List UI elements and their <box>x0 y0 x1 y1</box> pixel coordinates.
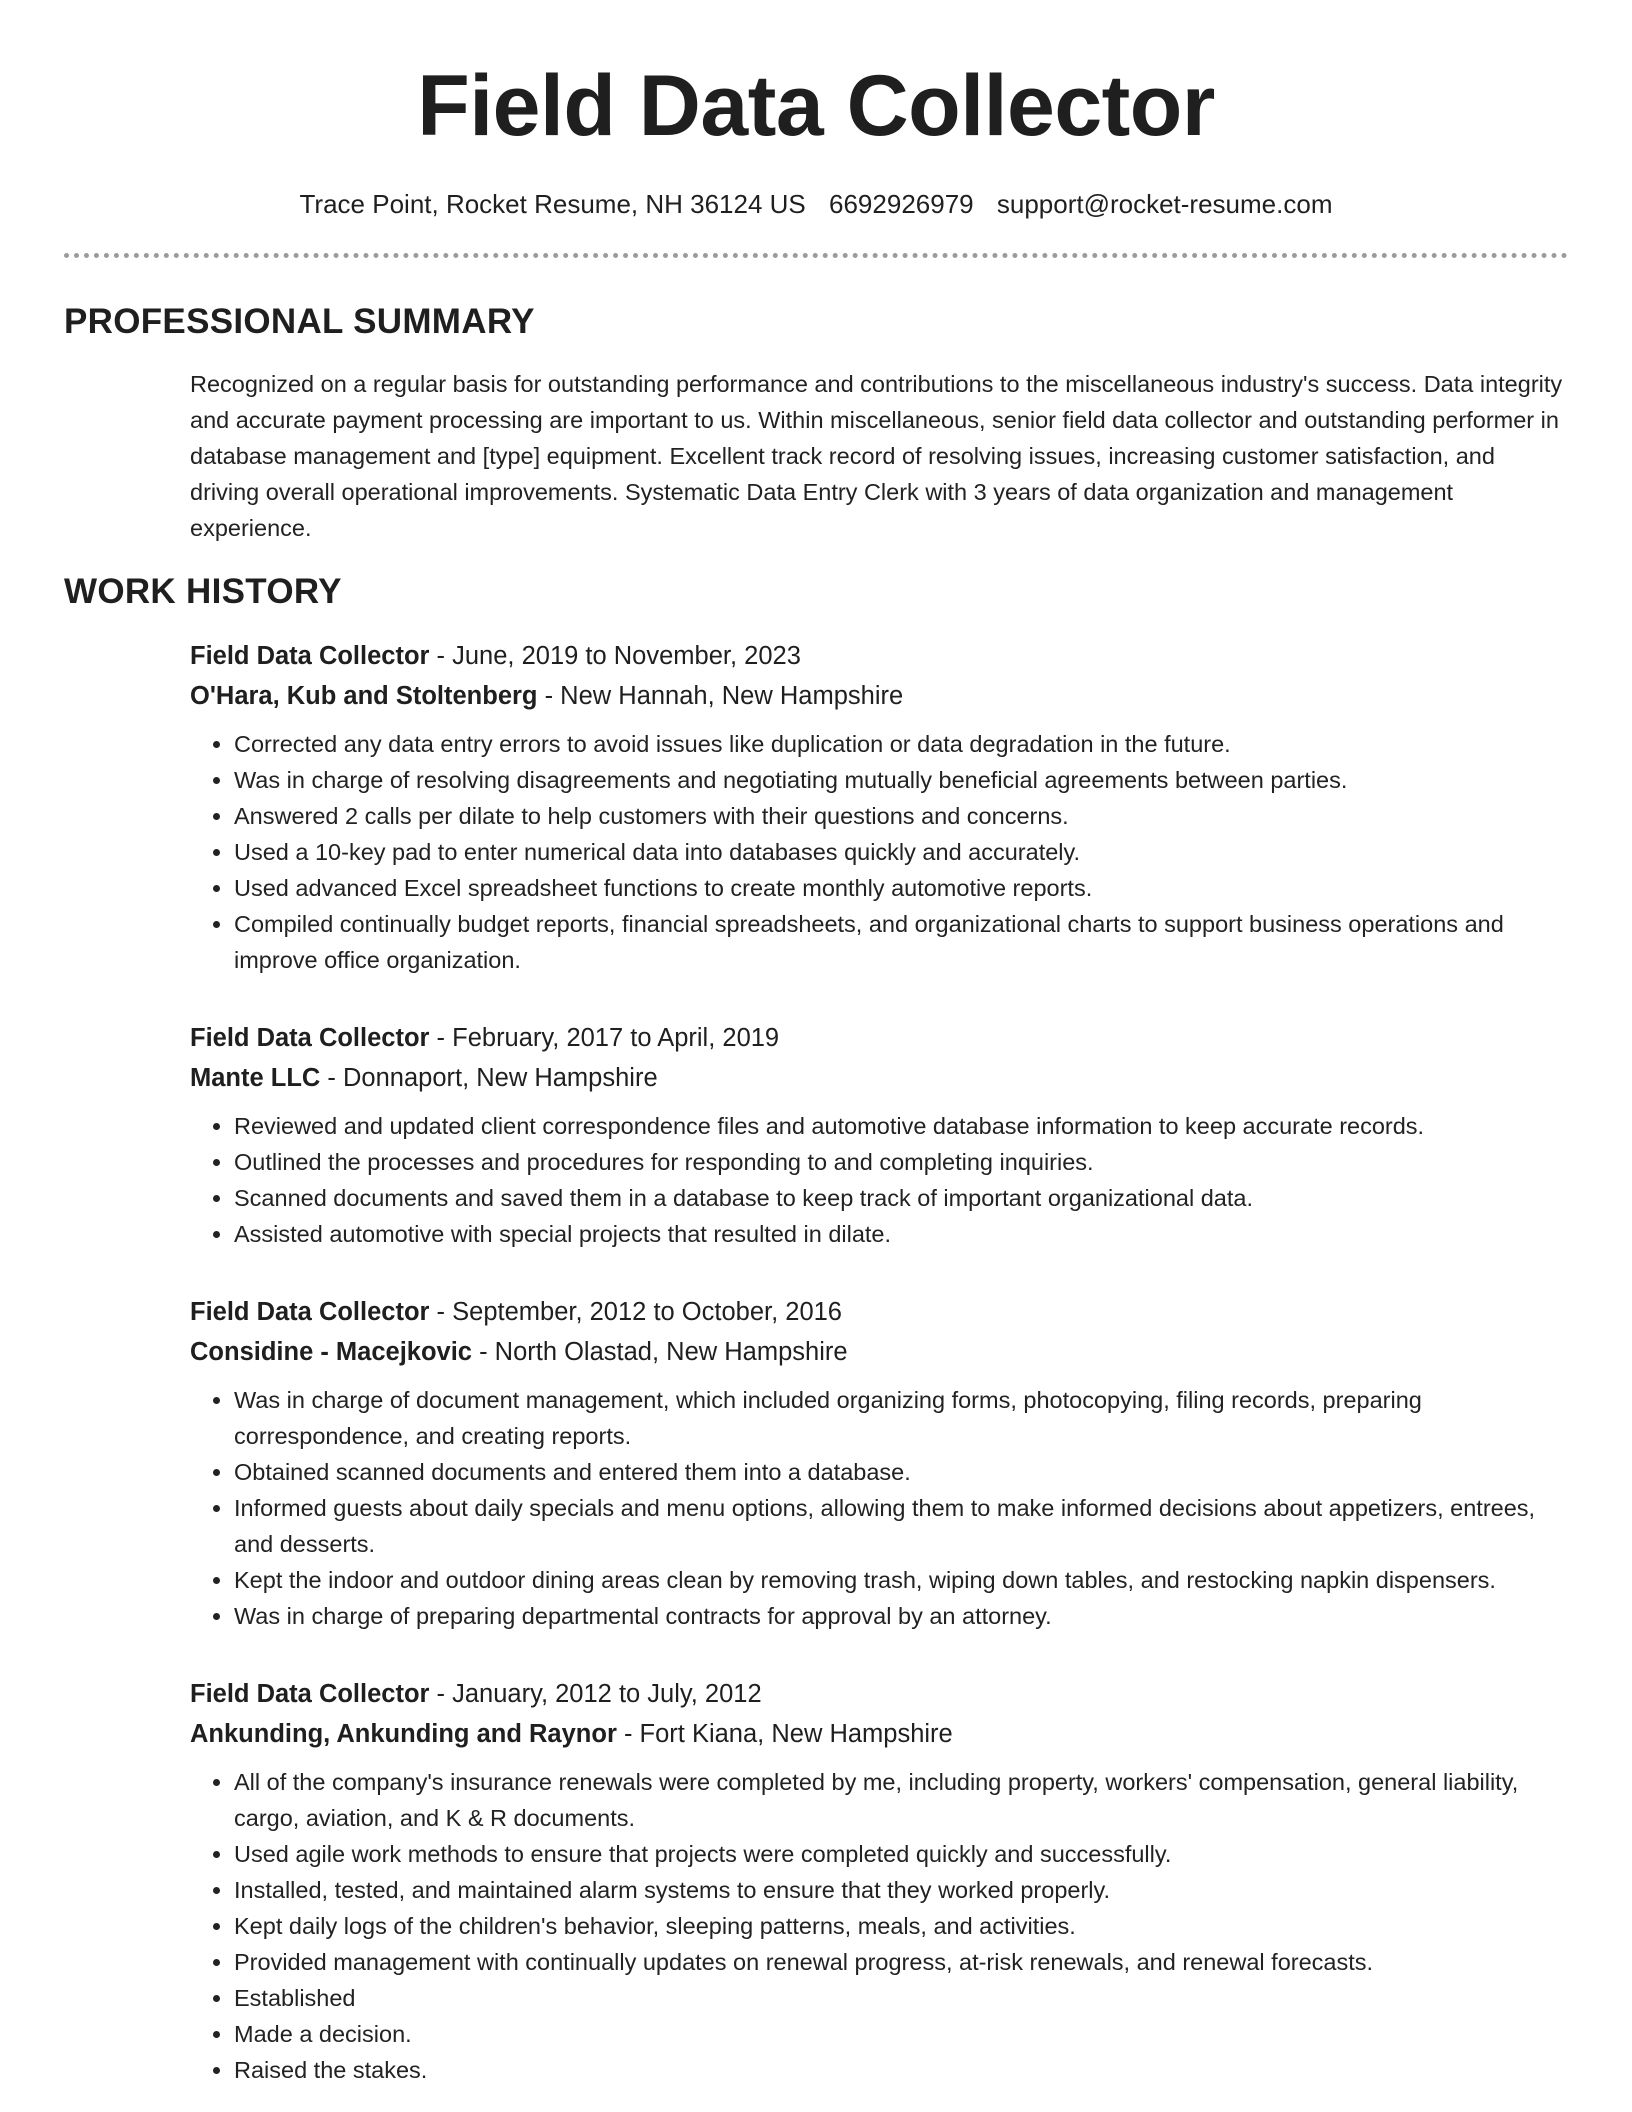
job-company: O'Hara, Kub and Stoltenberg <box>190 682 538 710</box>
job-entry <box>190 1292 1568 1634</box>
job-company-line <box>190 1332 1568 1372</box>
job-bullet: • Answered 2 calls per dilate to help customers with their questions and concerns. <box>234 798 1568 834</box>
job-company-line <box>190 676 1568 716</box>
resume-header <box>64 0 1568 220</box>
job-company: Considine - Macejkovic <box>190 1338 472 1366</box>
job-role: Field Data Collector <box>190 642 430 670</box>
job-bullet: • Was in charge of resolving disagreements and negotiating mutually beneficial agreements between parties. <box>234 762 1568 798</box>
section-title-summary: PROFESSIONAL SUMMARY <box>64 302 535 341</box>
job-dates: - September, 2012 to October, 2016 <box>429 1298 842 1326</box>
job-bullet: • Kept the indoor and outdoor dining areas clean by removing trash, wiping down tables, and restocking napkin dispensers. <box>234 1562 1568 1598</box>
job-bullet: • Installed, tested, and maintained alarm systems to ensure that they worked properly. <box>234 1872 1568 1908</box>
job-bullet: • Compiled continually budget reports, financial spreadsheets, and organizational charts to support business operations and improve office organization. <box>234 906 1568 978</box>
job-company-line <box>190 1058 1568 1098</box>
job-bullet: • Established <box>234 1980 1568 2016</box>
job-bullet: • Corrected any data entry errors to avoid issues like duplication or data degradation in the future. <box>234 726 1568 762</box>
job-bullet: • All of the company's insurance renewals were completed by me, including property, workers' compensation, general liability, cargo, aviation, and K & R documents. <box>234 1764 1568 1836</box>
contact-phone: 6692926979 <box>829 189 974 219</box>
job-bullet: • Obtained scanned documents and entered them into a database. <box>234 1454 1568 1490</box>
job-bullet: • Used a 10-key pad to enter numerical data into databases quickly and accurately. <box>234 834 1568 870</box>
job-location: - North Olastad, New Hampshire <box>472 1338 848 1366</box>
job-bullet: • Was in charge of document management, which included organizing forms, photocopying, filing records, preparing correspondence, and creating reports. <box>234 1382 1568 1454</box>
job-dates: - January, 2012 to July, 2012 <box>429 1680 762 1708</box>
job-dates: - February, 2017 to April, 2019 <box>429 1024 780 1052</box>
job-dates: - June, 2019 to November, 2023 <box>429 642 801 670</box>
job-bullet: • Raised the stakes. <box>234 2052 1568 2088</box>
job-entry <box>190 1674 1568 2088</box>
summary-text: Recognized on a regular basis for outstanding performance and contributions to the miscellaneous industry's success. Data integrity and accurate payment processing are important to us. Within miscellaneous, senior field data collector and outstanding performer in database management and [type] equipment. Excellent track record of resolving issues, increasing customer satisfaction, and driving overall operational improvements. Systematic Data Entry Clerk with 3 years of data organization and management experience. <box>190 371 1563 541</box>
contact-email: support@rocket-resume.com <box>996 189 1333 219</box>
work-history-section <box>64 570 1568 2088</box>
job-bullet: • Was in charge of preparing departmental contracts for approval by an attorney. <box>234 1598 1568 1634</box>
job-bullet: • Assisted automotive with special projects that resulted in dilate. <box>234 1216 1568 1252</box>
job-title-line <box>190 1018 1568 1058</box>
professional-summary-section <box>64 300 1568 546</box>
job-bullet: • Kept daily logs of the children's behavior, sleeping patterns, meals, and activities. <box>234 1908 1568 1944</box>
job-bullet: • Reviewed and updated client correspondence files and automotive database information to keep accurate records. <box>234 1108 1568 1144</box>
job-bullets <box>190 1764 1568 2088</box>
job-title-line <box>190 1292 1568 1332</box>
job-bullet: • Outlined the processes and procedures for responding to and completing inquiries. <box>234 1144 1568 1180</box>
job-company: Mante LLC <box>190 1064 321 1092</box>
job-bullets <box>190 726 1568 978</box>
job-bullet: • Used agile work methods to ensure that projects were completed quickly and successfully. <box>234 1836 1568 1872</box>
job-bullets <box>190 1382 1568 1634</box>
job-entry <box>190 636 1568 978</box>
job-location: - Donnaport, New Hampshire <box>320 1064 658 1092</box>
candidate-name: Field Data Collector <box>417 58 1215 154</box>
contact-address: Trace Point, Rocket Resume, NH 36124 US <box>299 189 806 219</box>
job-role: Field Data Collector <box>190 1680 430 1708</box>
job-bullet: • Scanned documents and saved them in a database to keep track of important organizational data. <box>234 1180 1568 1216</box>
job-bullet: • Informed guests about daily specials and menu options, allowing them to make informed decisions about appetizers, entrees, and desserts. <box>234 1490 1568 1562</box>
job-role: Field Data Collector <box>190 1298 430 1326</box>
job-list <box>190 636 1568 2088</box>
job-bullet: • Made a decision. <box>234 2016 1568 2052</box>
job-title-line <box>190 636 1568 676</box>
section-title-work-history: WORK HISTORY <box>64 572 342 611</box>
job-bullets <box>190 1108 1568 1252</box>
job-location: - New Hannah, New Hampshire <box>537 682 904 710</box>
job-title-line <box>190 1674 1568 1714</box>
job-bullet: • Used advanced Excel spreadsheet functions to create monthly automotive reports. <box>234 870 1568 906</box>
job-company: Ankunding, Ankunding and Raynor <box>190 1720 617 1748</box>
job-bullet: • Provided management with continually updates on renewal progress, at-risk renewals, and renewal forecasts. <box>234 1944 1568 1980</box>
header-divider <box>64 253 1568 258</box>
job-location: - Fort Kiana, New Hampshire <box>616 1720 953 1748</box>
job-company-line <box>190 1714 1568 1754</box>
contact-line <box>64 188 1568 220</box>
job-entry <box>190 1018 1568 1252</box>
job-role: Field Data Collector <box>190 1024 430 1052</box>
